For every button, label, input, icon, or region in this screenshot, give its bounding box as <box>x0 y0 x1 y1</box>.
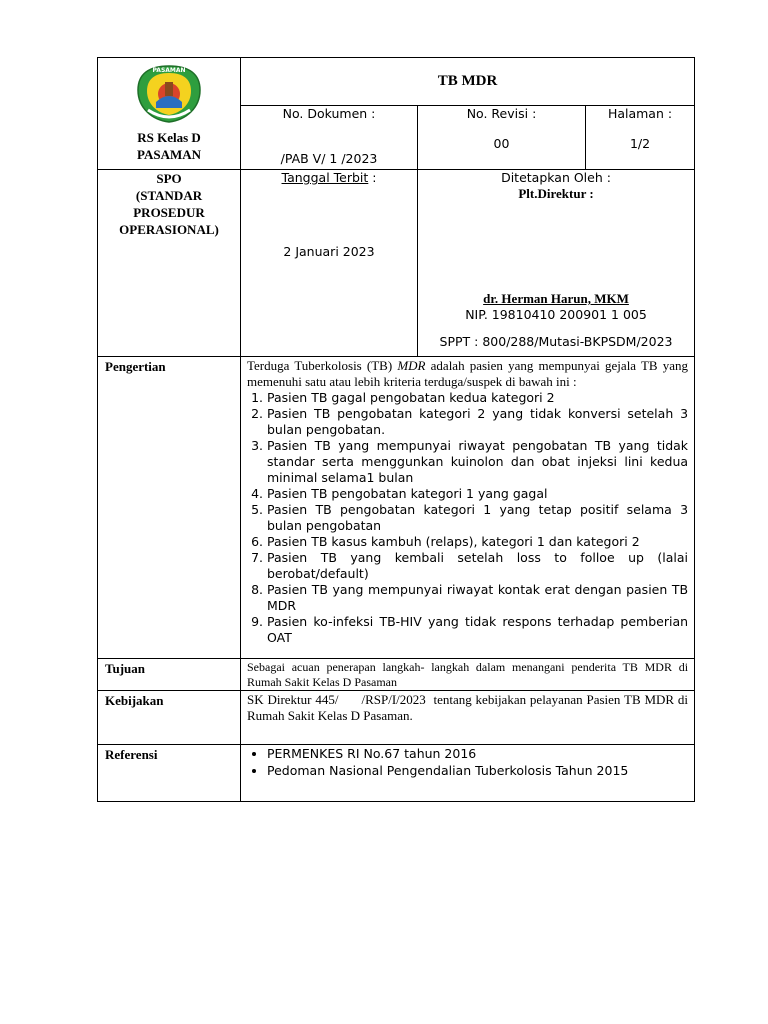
director-role: Plt.Direktur : <box>518 186 594 201</box>
kebijakan-text: SK Direktur 445/ /RSP/I/2023 tentang kebijakan pelayanan Pasien TB MDR di Rumah Sakit Kelas D Pasaman. <box>241 691 695 745</box>
issue-date-value: 2 Januari 2023 <box>283 244 375 259</box>
hospital-logo-cell <box>98 58 241 170</box>
criteria-item: 2. Pasien TB pengobatan kategori 2 yang tidak konversi setelah 3 bulan pengobatan. <box>267 406 688 438</box>
revision-cell <box>418 106 586 170</box>
criteria-item: 4. Pasien TB pengobatan kategori 1 yang gagal <box>267 486 688 502</box>
document-title: TB MDR <box>241 58 695 106</box>
referensi-label: Referensi <box>98 745 241 802</box>
issue-date-cell: Tanggal Terbit : 2 Januari 2023 <box>241 170 418 357</box>
svg-text:PASAMAN: PASAMAN <box>152 67 186 74</box>
spo-subtitle-1: (STANDAR <box>135 188 203 203</box>
director-nip: NIP. 19810410 200901 1 005 <box>465 307 647 322</box>
criteria-item: 6. Pasien TB kasus kambuh (relaps), kategori 1 dan kategori 2 <box>267 534 688 550</box>
hospital-name-line1: RS Kelas D <box>137 130 201 145</box>
criteria-item: 7. Pasien TB yang kembali setelah loss to folloe up (lalai berobat/default) <box>267 550 688 582</box>
doc-no-cell <box>241 106 418 170</box>
header-row <box>98 58 695 106</box>
page-cell <box>586 106 695 170</box>
criteria-item: 1. Pasien TB gagal pengobatan kedua kategori 2 <box>267 390 688 406</box>
criteria-item: 3. Pasien TB yang mempunyai riwayat pengobatan TB yang tidak standar serta menggunkan kuinolon dan obat injeksi lini kedua minimal selama1 bulan <box>267 438 688 486</box>
spo-subtitle-3: OPERASIONAL) <box>119 222 219 237</box>
revision-value: 00 <box>493 136 510 151</box>
pengertian-content <box>241 357 695 659</box>
director-name: dr. Herman Harun, MKM <box>483 291 629 306</box>
criteria-item: 9. Pasien ko-infeksi TB-HIV yang tidak respons terhadap pemberian OAT <box>267 614 688 646</box>
criteria-list <box>247 390 688 646</box>
sppt-number: SPPT : 800/288/Mutasi-BKPSDM/2023 <box>439 334 673 349</box>
doc-no-label: No. Dokumen : <box>282 106 376 121</box>
referensi-row <box>98 745 695 802</box>
reference-item: • PERMENKES RI No.67 tahun 2016 <box>267 745 688 762</box>
tujuan-text: Sebagai acuan penerapan langkah- langkah dalam menangani penderita TB MDR di Rumah Sakit Kelas D Pasaman <box>241 659 695 691</box>
page-label: Halaman : <box>607 106 673 121</box>
spo-document-table <box>97 57 695 802</box>
pengertian-intro: Terduga Tuberkolosis (TB) MDR adalah pasien yang mempunyai gejala TB yang memenuhi satu atau lebih kriteria terduga/suspek di bawah ini : <box>247 358 689 389</box>
criteria-item: 8. Pasien TB yang mempunyai riwayat kontak erat dengan pasien TB MDR <box>267 582 688 614</box>
reference-list <box>247 745 688 779</box>
hospital-name-line2: PASAMAN <box>136 147 202 162</box>
revision-label: No. Revisi : <box>466 106 537 121</box>
issue-date-label: Tanggal Terbit <box>281 170 369 185</box>
pengertian-label: Pengertian <box>98 357 241 659</box>
kebijakan-row <box>98 691 695 745</box>
tujuan-label: Tujuan <box>98 659 241 691</box>
spo-title: SPO <box>156 171 182 186</box>
reference-item: • Pedoman Nasional Pengendalian Tuberkolosis Tahun 2015 <box>267 762 688 779</box>
set-by-cell <box>418 170 695 357</box>
page-value: 1/2 <box>629 136 651 151</box>
referensi-content <box>241 745 695 802</box>
criteria-item: 5. Pasien TB pengobatan kategori 1 yang tetap positif selama 3 bulan pengobatan <box>267 502 688 534</box>
tujuan-row <box>98 659 695 691</box>
spo-label-cell <box>98 170 241 357</box>
spo-subtitle-2: PROSEDUR <box>133 205 205 220</box>
pengertian-row <box>98 357 695 659</box>
spo-row <box>98 170 695 357</box>
doc-no-value: /PAB V/ 1 /2023 <box>280 151 378 166</box>
kebijakan-label: Kebijakan <box>98 691 241 745</box>
hospital-logo <box>134 64 204 124</box>
set-by-label: Ditetapkan Oleh : <box>501 170 611 185</box>
